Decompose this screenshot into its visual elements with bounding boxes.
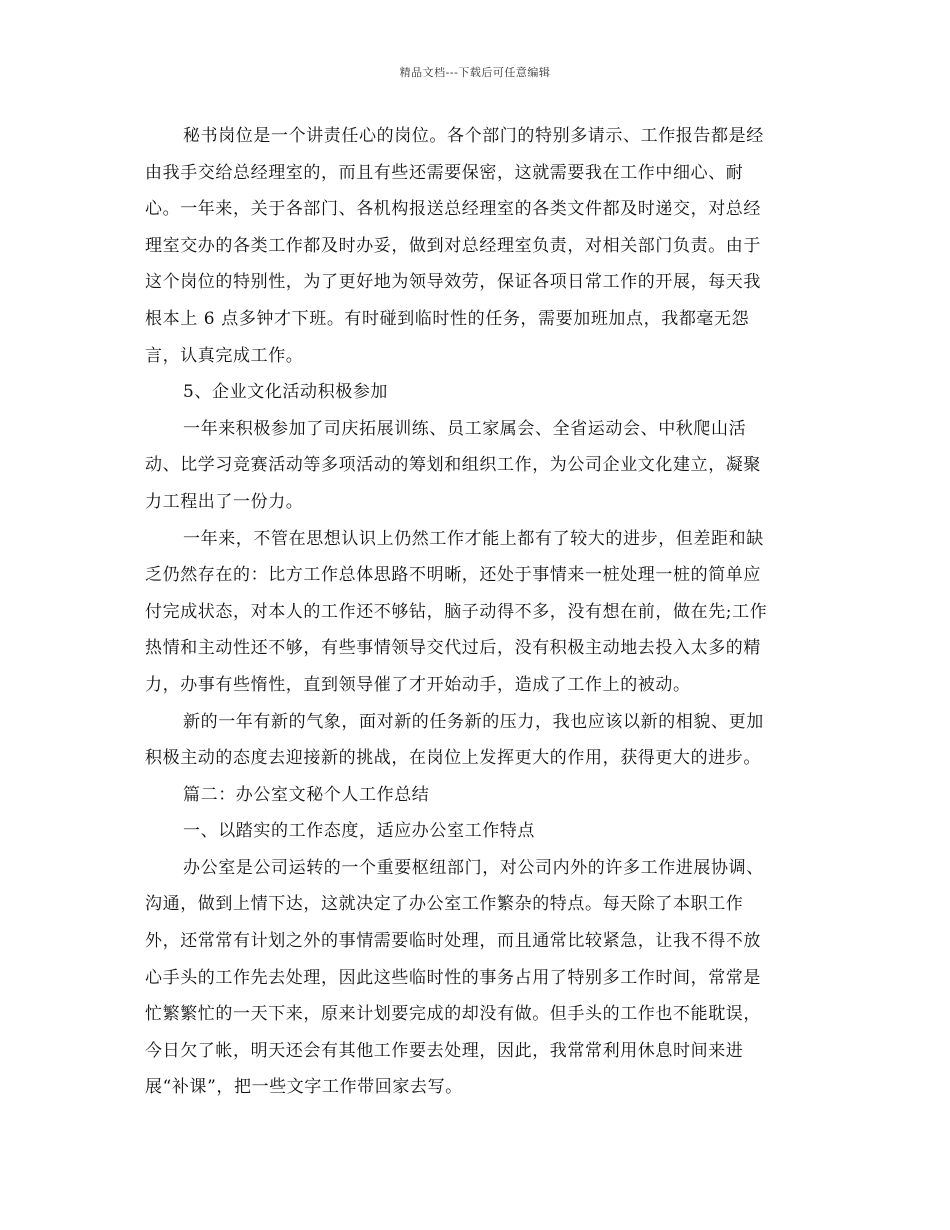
text-line: 忙繁繁忙的一天下来，原来计划要完成的却没有做。但手头的工作也不能耽误， (145, 1004, 761, 1025)
text-line: 付完成状态，对本人的工作还不够钻，脑子动得不多，没有想在前，做在先;工作 (145, 601, 768, 622)
text-line: 新的一年有新的气象，面对新的任务新的压力，我也应该以新的相貌、更加 (183, 711, 764, 732)
text-line: 热情和主动性还不够，有些事情领导交代过后，没有积极主动地去投入太多的精 (145, 638, 761, 659)
text-line: 一年来，不管在思想认识上仍然工作才能上都有了较大的进步，但差距和缺 (183, 528, 764, 549)
text-line: 办公室是公司运转的一个重要枢纽部门，对公司内外的许多工作进展协调、 (183, 857, 764, 878)
text-line: 一年来积极参加了司庆拓展训练、员工家属会、全省运动会、中秋爬山活 (183, 418, 747, 439)
text-line: 力，办事有些惰性，直到领导催了才开始动手，造成了工作上的被动。 (145, 674, 691, 695)
text-line: 秘书岗位是一个讲责任心的岗位。各个部门的特别多请示、工作报告都是经 (183, 126, 764, 146)
text-line: 心。一年来，关于各部门、各机构报送总经理室的各类文件都及时递交，对总经 (145, 199, 761, 220)
text-line: 乏仍然存在的：比方工作总体思路不明晰，还处于事情来一桩处理一桩的简单应 (145, 565, 761, 586)
text-line: 积极主动的态度去迎接新的挑战，在岗位上发挥更大的作用，获得更大的进步。 (145, 748, 761, 769)
document-body (145, 118, 810, 1106)
text-line: 沟通，做到上情下达，这就决定了办公室工作繁杂的特点。每天除了本职工作 (145, 894, 744, 915)
text-line: 外，还常常有计划之外的事情需要临时处理，而且通常比较紧急，让我不得不放 (145, 931, 761, 952)
text-line: 理室交办的各类工作都及时办妥，做到对总经理室负责，对相关部门负责。由于 (145, 235, 761, 256)
text-line: 力工程出了一份力。 (145, 491, 304, 512)
text-line: 言，认真完成工作。 (145, 345, 304, 366)
page-header: 精品文档---下载后可任意编辑 (399, 66, 551, 79)
text-line: 这个岗位的特别性，为了更好地为领导效劳，保证各项日常工作的开展，每天我 (145, 272, 761, 293)
text-line: 由我手交给总经理室的，而且有些还需要保密，这就需要我在工作中细心、耐 (145, 162, 744, 183)
text-line: 今日欠了帐，明天还会有其他工作要去处理，因此，我常常利用休息时间来进 (145, 1040, 744, 1061)
text-line: 篇二：办公室文秘个人工作总结 (183, 784, 430, 805)
text-line: 根本上 6 点多钟才下班。有时碰到临时性的任务，需要加班加点，我都毫无怨 (145, 308, 750, 329)
text-line: 心手头的工作先去处理，因此这些临时性的事务占用了特别多工作时间，常常是 (145, 967, 761, 988)
text-line: 动、比学习竞赛活动等多项活动的筹划和组织工作，为公司企业文化建立，凝聚 (145, 455, 761, 476)
text-line: 5、企业文化活动积极参加 (183, 382, 389, 403)
text-line: 一、以踏实的工作态度，适应办公室工作特点 (183, 821, 535, 842)
text-line: 展“补课”，把一些文字工作带回家去写。 (145, 1077, 463, 1098)
